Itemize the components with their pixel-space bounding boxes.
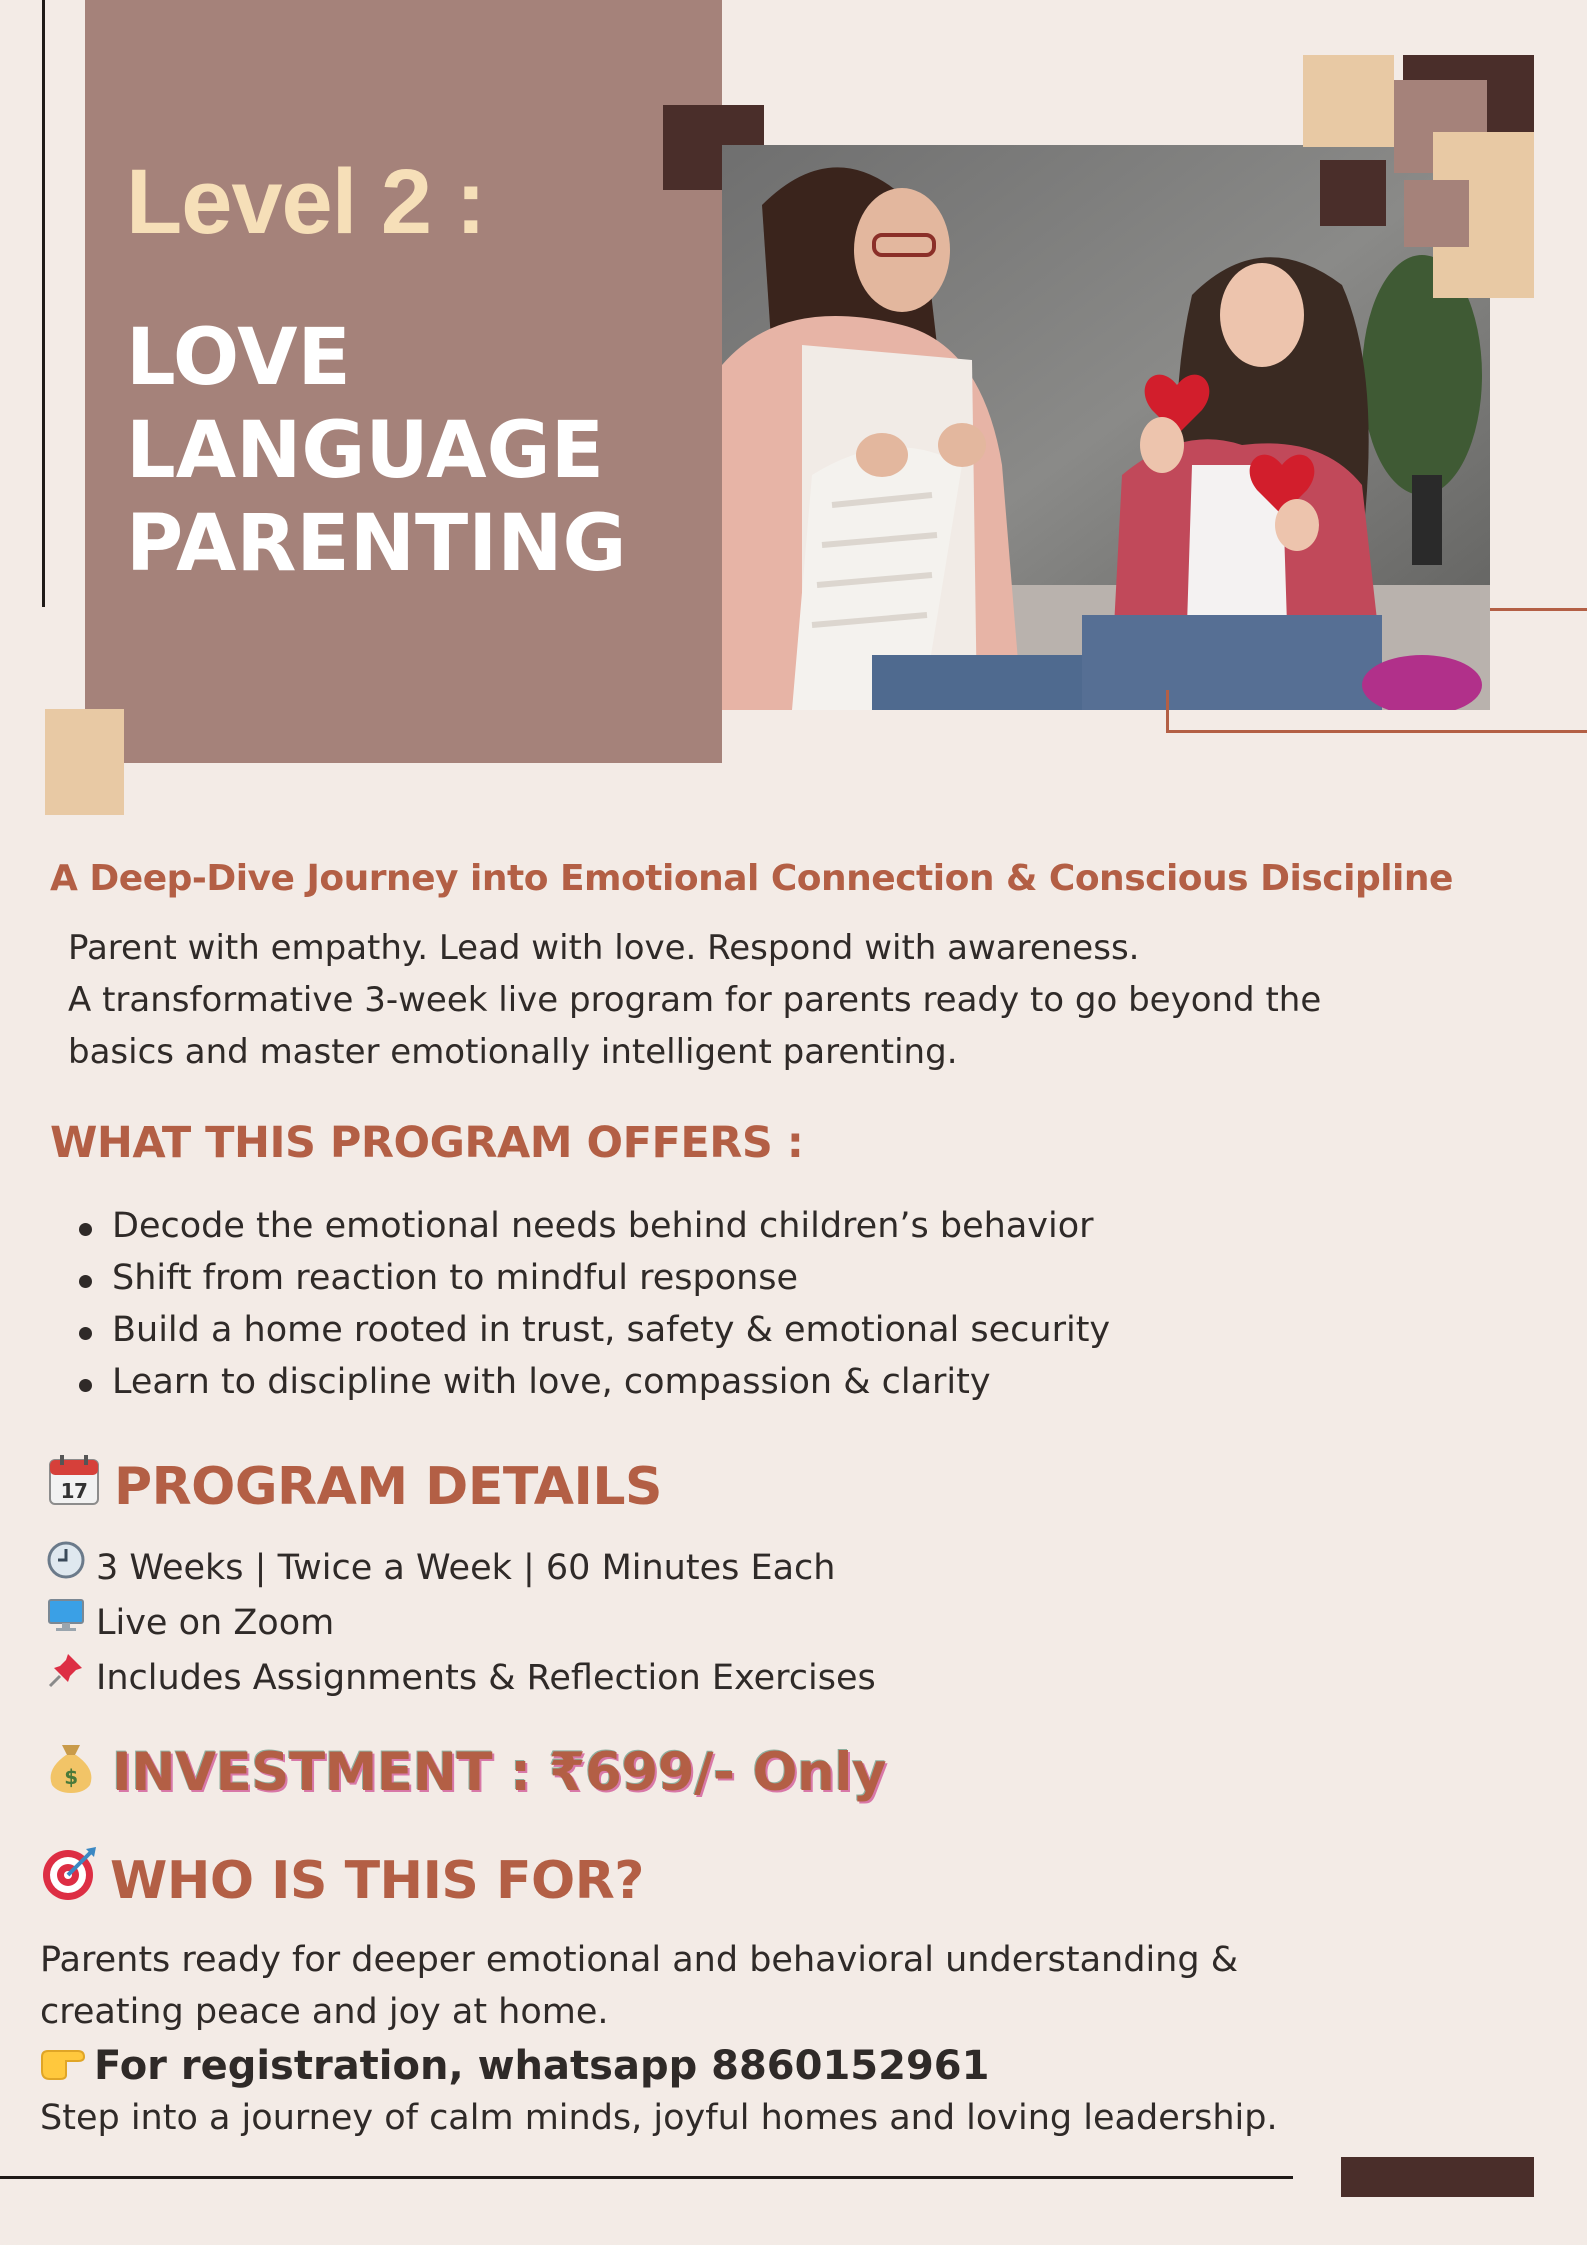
intro-line: basics and master emotionally intelligent parenting.: [68, 1032, 958, 1072]
dark-square-decoration: [1320, 160, 1386, 226]
investment-text: INVESTMENT : ₹699/- Only: [112, 1742, 886, 1803]
program-details-title: PROGRAM DETAILS: [114, 1456, 662, 1517]
rust-line-decoration: [1490, 608, 1587, 611]
computer-icon: [46, 1595, 86, 1650]
dark-bar-decoration: [1341, 2157, 1534, 2197]
list-item: Shift from reaction to mindful response: [75, 1252, 1110, 1304]
svg-text:17: 17: [60, 1479, 88, 1503]
clock-icon: [46, 1540, 86, 1595]
detail-item: [46, 1595, 876, 1650]
detail-item: [46, 1650, 876, 1705]
intro-line: A transformative 3-week live program for parents ready to go beyond the: [68, 980, 1322, 1020]
who-line: Parents ready for deeper emotional and behavioral understanding &: [40, 1940, 1238, 1980]
mauve-square-decoration: [1404, 180, 1469, 247]
program-title: [126, 312, 627, 591]
left-vertical-line: [42, 0, 45, 607]
list-item: Build a home rooted in trust, safety & emotional security: [75, 1304, 1110, 1356]
rust-line-decoration: [1166, 690, 1169, 733]
detail-text: Live on Zoom: [96, 1602, 335, 1643]
bottom-divider: [0, 2176, 1293, 2179]
who-description: [40, 1934, 1238, 2038]
title-line: LOVE: [126, 313, 351, 403]
money-bag-icon: [42, 1737, 100, 1808]
intro-paragraph: [68, 922, 1321, 1078]
closing-line: Step into a journey of calm minds, joyful homes and loving leadership.: [40, 2098, 1278, 2138]
title-line: LANGUAGE: [126, 406, 604, 496]
target-icon: [40, 1845, 98, 1916]
program-details-heading: [46, 1452, 662, 1521]
hero-photo: [722, 145, 1490, 710]
intro-line: Parent with empathy. Lead with love. Respond with awareness.: [68, 928, 1140, 968]
rust-line-decoration: [1166, 730, 1587, 733]
tagline: A Deep-Dive Journey into Emotional Connection & Conscious Discipline: [50, 858, 1453, 899]
investment-heading: [42, 1737, 886, 1808]
offers-heading: WHAT THIS PROGRAM OFFERS :: [50, 1118, 804, 1168]
list-item: Learn to discipline with love, compassion & clarity: [75, 1356, 1110, 1408]
program-details-list: [46, 1540, 876, 1705]
pushpin-icon: [46, 1650, 86, 1705]
tan-square-decoration: [1303, 55, 1394, 147]
title-line: PARENTING: [126, 499, 627, 589]
svg-text:$: $: [64, 1765, 78, 1789]
detail-text: Includes Assignments & Reflection Exercises: [96, 1657, 876, 1698]
detail-text: 3 Weeks | Twice a Week | 60 Minutes Each: [96, 1547, 836, 1588]
mother-daughter-knitting-photo: [722, 145, 1490, 710]
tan-square-decoration: [45, 709, 124, 815]
offers-list: [75, 1200, 1110, 1408]
registration-text[interactable]: For registration, whatsapp 8860152961: [94, 2043, 990, 2089]
who-title: WHO IS THIS FOR?: [110, 1850, 644, 1911]
level-label: Level 2 :: [126, 151, 486, 253]
who-heading: [40, 1845, 644, 1916]
calendar-icon: [46, 1452, 102, 1521]
who-line: creating peace and joy at home.: [40, 1992, 609, 2032]
list-item: Decode the emotional needs behind children’s behavior: [75, 1200, 1110, 1252]
detail-item: [46, 1540, 876, 1595]
registration-line: [40, 2041, 989, 2091]
pointing-hand-icon: [40, 2041, 86, 2091]
